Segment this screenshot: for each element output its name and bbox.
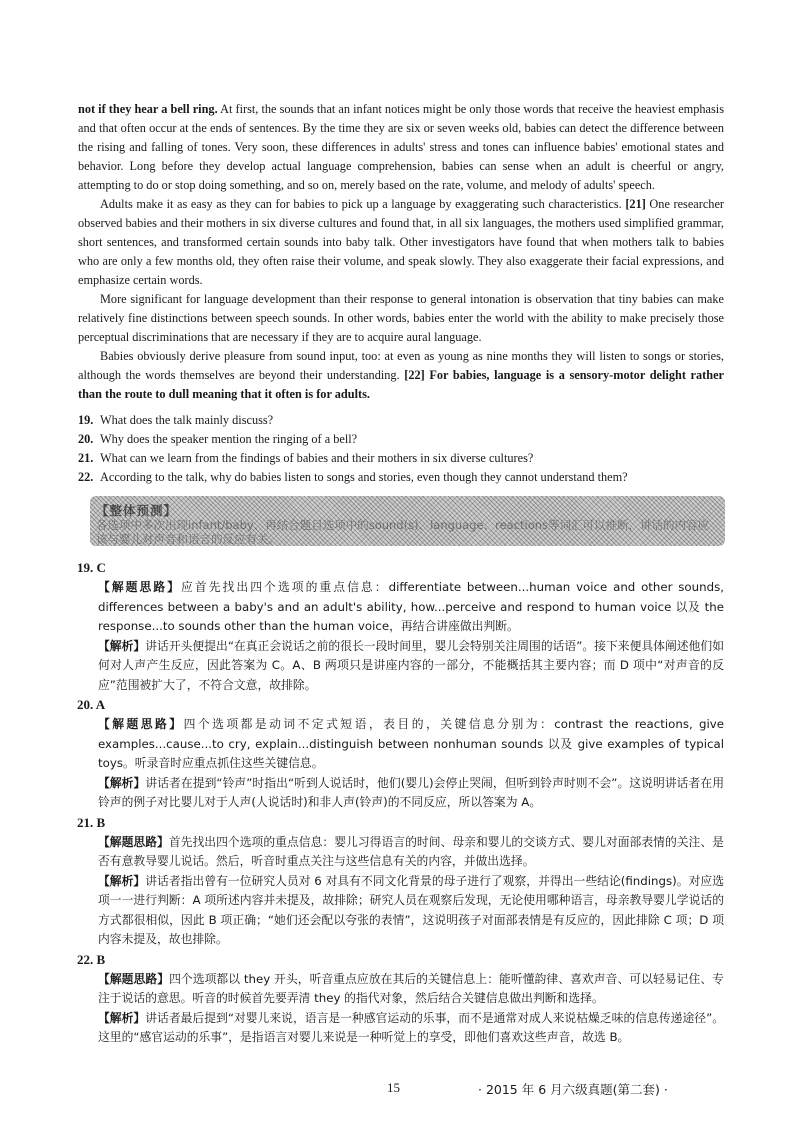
approach-text: 应首先找出四个选项的重点信息：differentiate between...human voice and other sounds, differences between a baby's and an adult's ability, how...perceive and respond to human voice 以及 the response...to sounds other than the human voice，再结合讲座做出判断。 — [98, 580, 724, 633]
approach-text: 四个选项都以 they 开头，听音重点应放在其后的关键信息上：能听懂韵律、喜欢声音、可以轻易记住、专注于说话的意思。听音的时候首先要弄清 they 的指代对象，然后结合关键信息做出判断和选择。 — [98, 971, 724, 1005]
question-list — [78, 411, 724, 487]
approach-label: 【解题思路】 — [98, 717, 184, 731]
page-content — [78, 100, 724, 1048]
passage-paragraph-4 — [78, 347, 724, 404]
answer-heading: 19. C — [77, 560, 106, 575]
answer-analysis — [98, 637, 724, 696]
analysis-text: 讲话者指出曾有一位研究人员对 6 对具有不同文化背景的母子进行了观察，并得出一些结论(findings)。对应选项一一进行判断：A 项所述内容并未提及，故排除；研究人员在观察后发现，无论使用哪种语言，母亲教导婴儿学说话的方式都很相似，因此 B 项正确；“她们还会配以夸张的表情”，这说明孩子对面部表情是有反应的，因此排除 C 项；D 项内容未提及，故也排除。 — [98, 873, 724, 946]
answer-body — [98, 715, 724, 813]
question-item — [78, 411, 724, 430]
answer-22 — [78, 950, 724, 1048]
answer-heading: 21. B — [77, 814, 106, 830]
passage-paragraph-3: More significant for language development than their response to general intonation is observation that tiny babies can make relatively fine distinctions between speech sounds. In other words, babies enter the world with the ability to make precisely those perceptual discriminations that are necessary if they are to acquire aural language. — [78, 292, 724, 344]
question-number: 22. — [78, 470, 94, 484]
analysis-text: 讲话者最后提到“对婴儿来说，语言是一种感官运动的乐事，而不是通常对成人来说枯燥乏味的信息传递途径”。这里的“感官运动的乐事”，是指语言对婴儿来说是一种听觉上的享受，即他们喜欢这些声音，故选 B。 — [98, 1010, 724, 1044]
question-marker-21: [21] — [625, 197, 646, 211]
page-number: 15 — [387, 1080, 400, 1095]
answer-approach — [98, 970, 724, 1009]
question-item — [78, 430, 724, 449]
analysis-label: 【解析】 — [98, 873, 146, 888]
approach-label: 【解题思路】 — [98, 580, 182, 594]
question-text: Why does the speaker mention the ringing of a bell? — [100, 432, 358, 446]
answer-analysis — [98, 1009, 724, 1048]
passage-p4-bold: For babies, language is a sensory-motor delight rather than the route to dull meaning that it often is for adults. — [78, 368, 724, 401]
footer-title: · 2015 年 6 月六级真题(第二套) · — [478, 1082, 668, 1097]
answer-section — [78, 558, 724, 1048]
approach-text: 首先找出四个选项的重点信息：婴儿习得语言的时间、母亲和婴儿的交谈方式、婴儿对面部表情的关注、是否有意教导婴儿说话。然后，听音时重点关注与这些信息有关的内容，并做出选择。 — [98, 834, 724, 868]
analysis-text: 讲话开头便提出“在真正会说话之前的很长一段时间里，婴儿会特别关注周围的话语”。接下来便具体阐述他们如何对人声产生反应，因此答案为 C。A、B 两项只是讲座内容的一部分，不能概括其主要内容；而 D 项中“对声音的反应”范围被扩大了，不符合文意，故排除。 — [98, 638, 724, 692]
approach-label: 【解题思路】 — [98, 971, 170, 986]
passage-p2-text-b: One researcher observed babies and their mothers in six diverse cultures and found that, in all six languages, the mothers used simplified grammar, short sentences, and transformed certain sounds into baby talk. Other investigators have found that when mothers talk to babies who are only a few months old, they often raise their volume, and speak slowly. They also exaggerate their facial expressions, and emphasize certain words. — [78, 197, 724, 287]
passage-p4-text: Babies obviously derive pleasure from sound input, too: at even as young as nine months they will listen to songs or stories, although the words themselves are beyond their understanding. — [78, 349, 724, 382]
passage-paragraph-2 — [78, 195, 724, 290]
answer-approach — [98, 578, 724, 637]
answer-body — [98, 578, 724, 695]
passage-paragraph-1 — [78, 100, 724, 195]
question-number: 20. — [78, 432, 94, 446]
question-text: What can we learn from the findings of babies and their mothers in six diverse cultures? — [100, 451, 534, 465]
passage-p1-bold: not if they hear a bell ring. — [78, 102, 218, 116]
prediction-box — [90, 496, 725, 546]
prediction-text: 各选项中多次出现infant/baby、再结合题目选项中的sound(s)、language、reactions等词汇可以推断，讲话的内容应该与婴儿对声音和语言的反应有关。 — [96, 518, 710, 546]
passage-p2-text-a: Adults make it as easy as they can for babies to pick up a language by exaggerating such characteristics. — [100, 197, 626, 211]
answer-approach — [98, 833, 724, 872]
question-number: 19. — [78, 413, 94, 427]
analysis-label: 【解析】 — [98, 638, 146, 653]
analysis-label: 【解析】 — [98, 775, 146, 790]
answer-19 — [78, 558, 724, 695]
answer-body — [98, 833, 724, 950]
approach-label: 【解题思路】 — [98, 834, 169, 849]
question-item — [78, 449, 724, 468]
analysis-label: 【解析】 — [98, 1010, 146, 1025]
answer-heading: 22. B — [77, 951, 106, 967]
answer-analysis — [98, 872, 724, 950]
answer-analysis — [98, 774, 724, 813]
passage-p1-text: At first, the sounds that an infant notices might be only those words that receive the heaviest emphasis and that often occur at the ends of sentences. By the time they are six or seven weeks old, babies can detect the difference between the rising and falling of tones. Very soon, these differences in adults' stress and tones can influence babies' emotional states and behavior. Long before they develop actual language comprehension, babies can sense when an adult is cheerful or angry, attempting to do or stop doing something, and so on, merely based on the rate, volume, and melody of adults' speech. — [78, 102, 724, 192]
question-text: According to the talk, why do babies listen to songs and stories, even though they cannot understand them? — [100, 470, 628, 484]
question-number: 21. — [78, 451, 94, 465]
question-marker-22: [22] — [404, 368, 425, 382]
answer-21 — [78, 813, 724, 950]
answer-heading: 20. A — [77, 697, 106, 712]
prediction-title: 【整体预测】 — [96, 503, 178, 518]
question-text: What does the talk mainly discuss? — [100, 413, 274, 427]
approach-text: 四个选项都是动词不定式短语，表目的，关键信息分别为：contrast the reactions, give examples...cause...to cry, explain...distinguish between nonhuman sounds 以及 give examples of typical toys。听录音时应重点抓住这些关键信息。 — [98, 717, 724, 770]
answer-body — [98, 970, 724, 1048]
question-item — [78, 468, 724, 487]
answer-20 — [78, 695, 724, 813]
analysis-text: 讲话者在提到“铃声”时指出“听到人说话时，他们(婴儿)会停止哭闹，但听到铃声时则不会”。这说明讲话者在用铃声的例子对比婴儿对于人声(人说话时)和非人声(铃声)的不同反应，所以答案为 A。 — [98, 775, 724, 809]
answer-approach — [98, 715, 724, 774]
